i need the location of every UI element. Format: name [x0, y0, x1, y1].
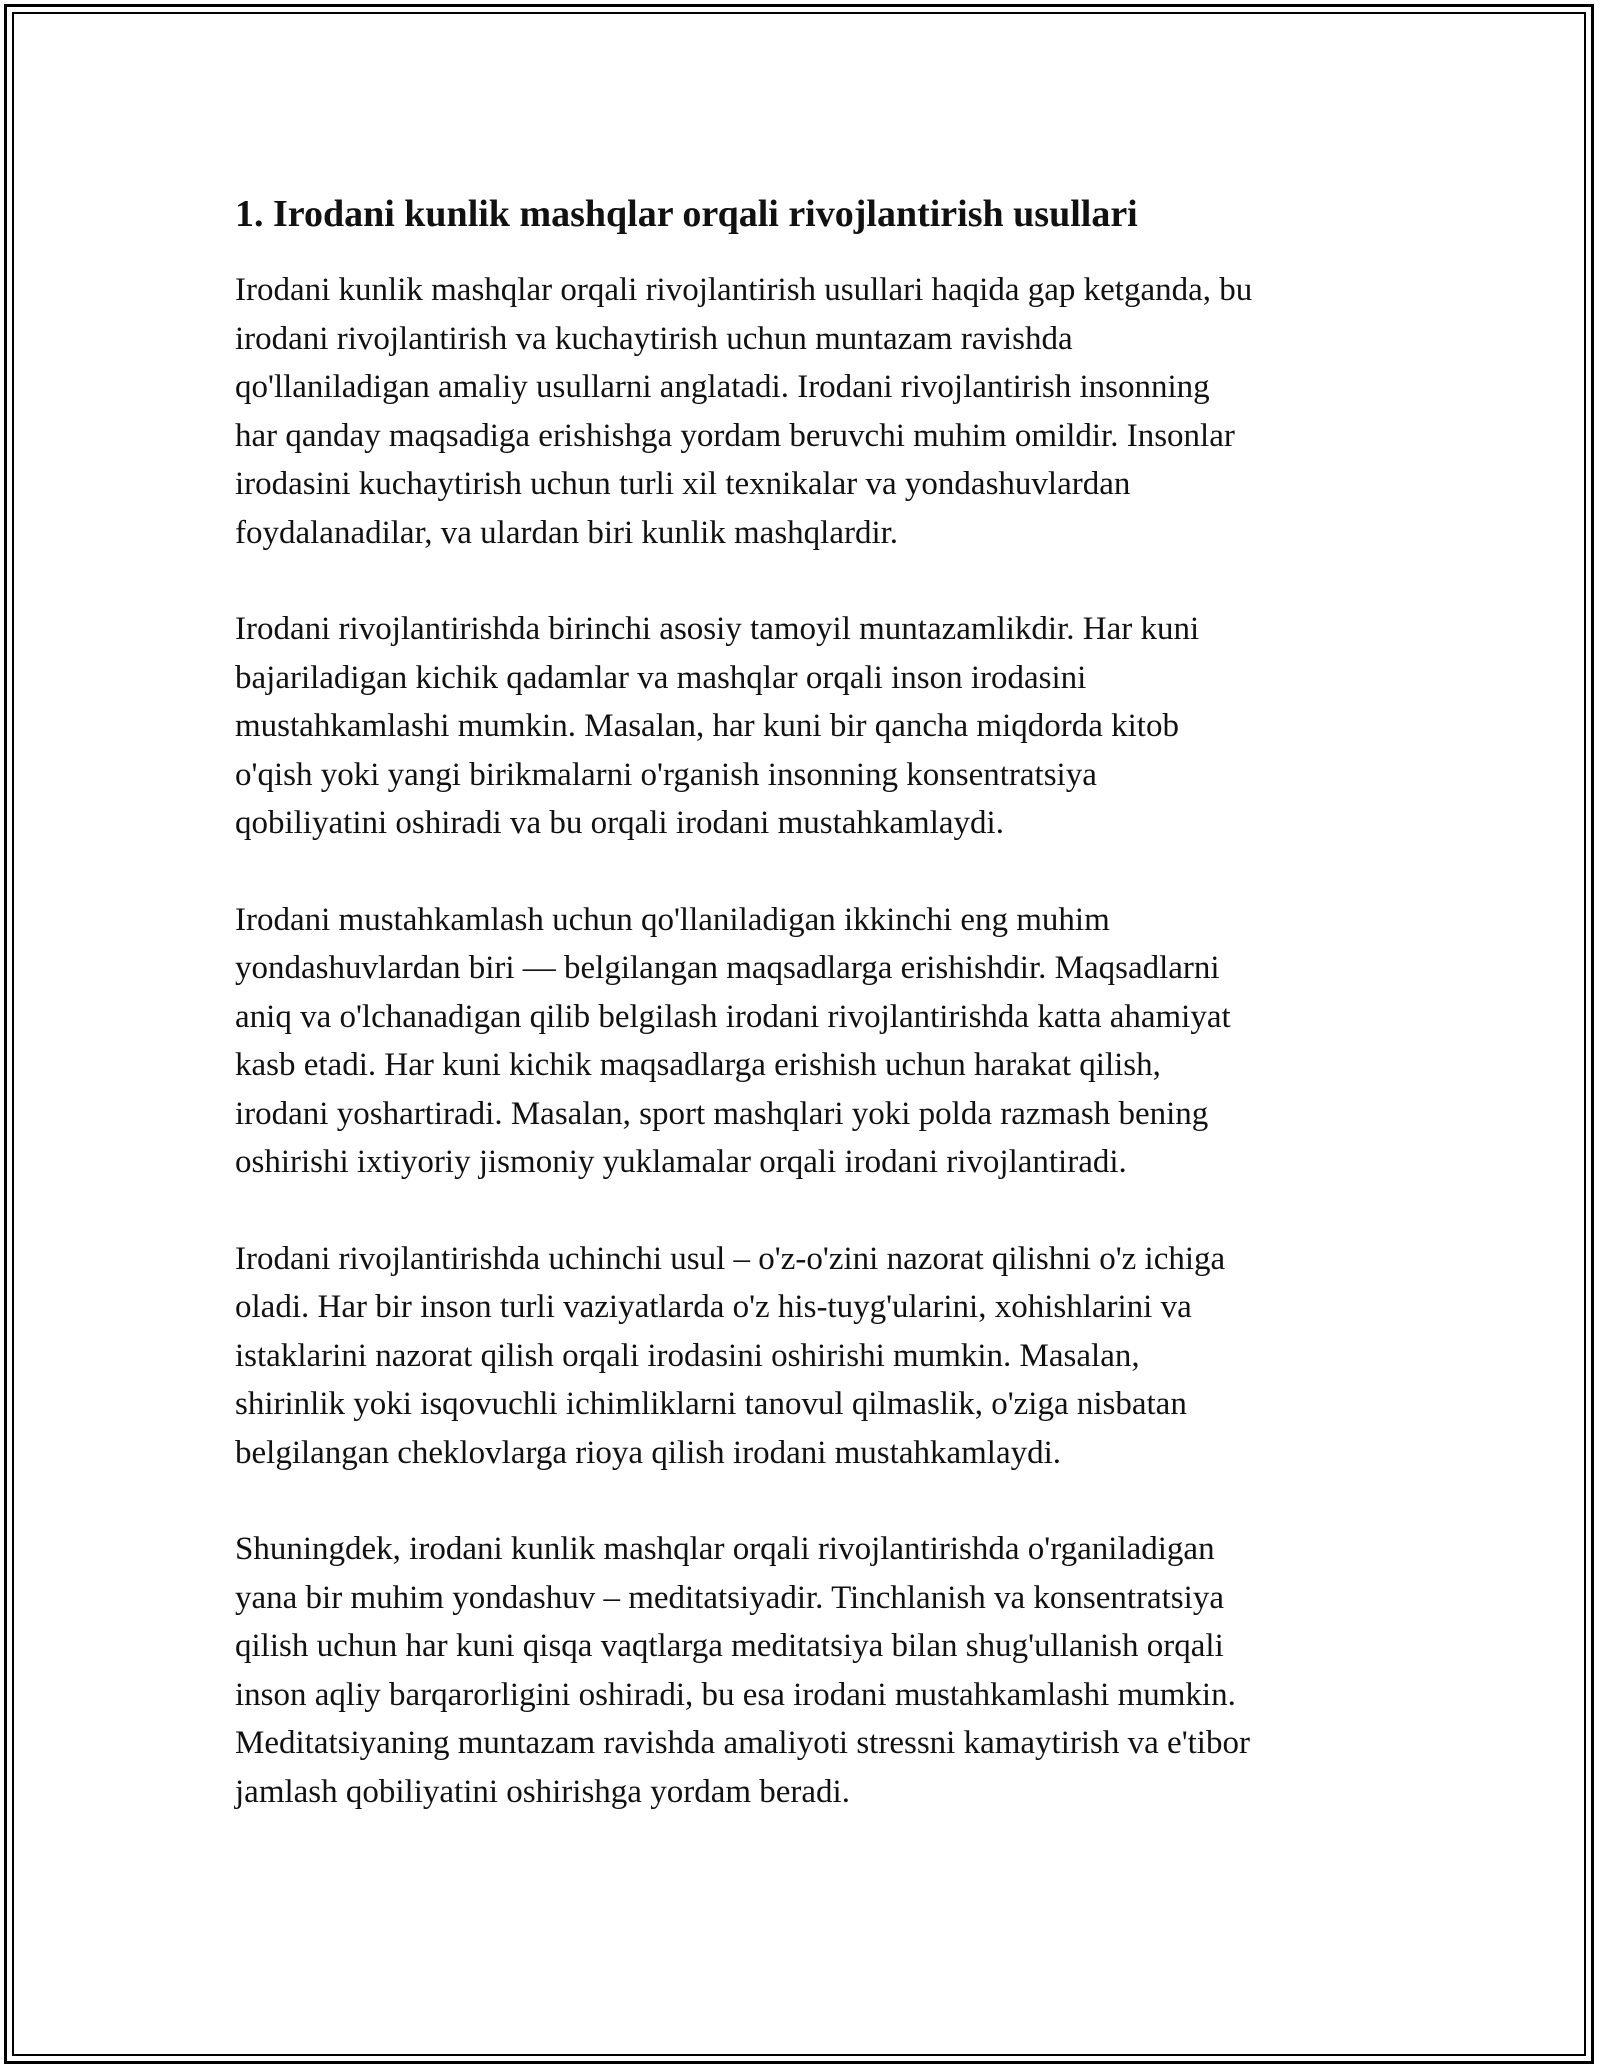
- paragraph-line: irodasini kuchaytirish uchun turli xil texnikalar va yondashuvlardan: [235, 466, 1131, 502]
- paragraph-line: kasb etadi. Har kuni kichik maqsadlarga erishish uchun harakat qilish,: [235, 1047, 1161, 1083]
- section-heading: 1. Irodani kunlik mashqlar orqali rivojlantirish usullari: [235, 193, 1138, 235]
- paragraph-line: inson aqliy barqarorligini oshiradi, bu esa irodani mustahkamlashi mumkin.: [235, 1676, 1236, 1713]
- paragraph-line: istaklarini nazorat qilish orqali irodasini oshirishi mumkin. Masalan,: [235, 1337, 1140, 1374]
- paragraph-line: oladi. Har bir inson turli vaziyatlarda o'z his-tuyg'ularini, xohishlarini va: [235, 1289, 1192, 1325]
- paragraph-2: [235, 605, 1375, 848]
- paragraph-line: irodani yoshartiradi. Masalan, sport mashqlari yoki polda razmash bening: [235, 1095, 1209, 1132]
- paragraph-line: shirinlik yoki isqovuchli ichimliklarni tanovul qilmaslik, o'ziga nisbatan: [235, 1386, 1187, 1422]
- paragraph-line: jamlash qobiliyatini oshirishga yordam beradi.: [235, 1773, 850, 1810]
- paragraph-line: yana bir muhim yondashuv – meditatsiyadir. Tinchlanish va konsentratsiya: [235, 1579, 1224, 1616]
- paragraph-line: Shuningdek, irodani kunlik mashqlar orqali rivojlantirishda o'rganiladigan: [235, 1531, 1215, 1567]
- paragraph-line: Irodani rivojlantirishda birinchi asosiy tamoyil muntazamlikdir. Har kuni: [235, 611, 1200, 647]
- paragraph-4: [235, 1235, 1375, 1478]
- paragraph-line: irodani rivojlantirish va kuchaytirish uchun muntazam ravishda: [235, 320, 1073, 357]
- paragraph-line: yondashuvlardan biri — belgilangan maqsadlarga erishishdir. Maqsadlarni: [235, 950, 1220, 986]
- paragraph-line: bajariladigan kichik qadamlar va mashqlar orqali inson irodasini: [235, 659, 1087, 696]
- paragraph-line: qobiliyatini oshiradi va bu orqali irodani mustahkamlaydi.: [235, 805, 1004, 841]
- paragraph-line: o'qish yoki yangi birikmalarni o'rganish insonning konsentratsiya: [235, 756, 1097, 793]
- paragraph-line: Meditatsiyaning muntazam ravishda amaliyoti stressni kamaytirish va e'tibor: [235, 1725, 1250, 1761]
- paragraph-line: Irodani kunlik mashqlar orqali rivojlantirish usullari haqida gap ketganda, bu: [235, 272, 1253, 308]
- paragraph-1: [235, 266, 1375, 557]
- paragraph-line: mustahkamlashi mumkin. Masalan, har kuni bir qancha miqdorda kitob: [235, 708, 1179, 744]
- paragraph-line: aniq va o'lchanadigan qilib belgilash irodani rivojlantirishda katta ahamiyat: [235, 998, 1231, 1035]
- document-body: [235, 188, 1375, 1864]
- paragraph-line: har qanday maqsadiga erishishga yordam beruvchi muhim omildir. Insonlar: [235, 417, 1235, 454]
- paragraph-line: foydalanadilar, va ulardan biri kunlik mashqlardir.: [235, 514, 899, 551]
- paragraph-5: [235, 1525, 1375, 1816]
- paragraph-line: Irodani rivojlantirishda uchinchi usul – o'z-o'zini nazorat qilishni o'z ichiga: [235, 1240, 1226, 1277]
- paragraph-line: qo'llaniladigan amaliy usullarni anglatadi. Irodani rivojlantirish insonning: [235, 369, 1210, 405]
- paragraph-3: [235, 896, 1375, 1187]
- paragraph-line: qilish uchun har kuni qisqa vaqtlarga meditatsiya bilan shug'ullanish orqali: [235, 1628, 1224, 1664]
- paragraph-line: oshirishi ixtiyoriy jismoniy yuklamalar orqali irodani rivojlantiradi.: [235, 1144, 1127, 1180]
- paragraph-line: Irodani mustahkamlash uchun qo'llaniladigan ikkinchi eng muhim: [235, 901, 1110, 938]
- paragraph-line: belgilangan cheklovlarga rioya qilish irodani mustahkamlaydi.: [235, 1434, 1062, 1471]
